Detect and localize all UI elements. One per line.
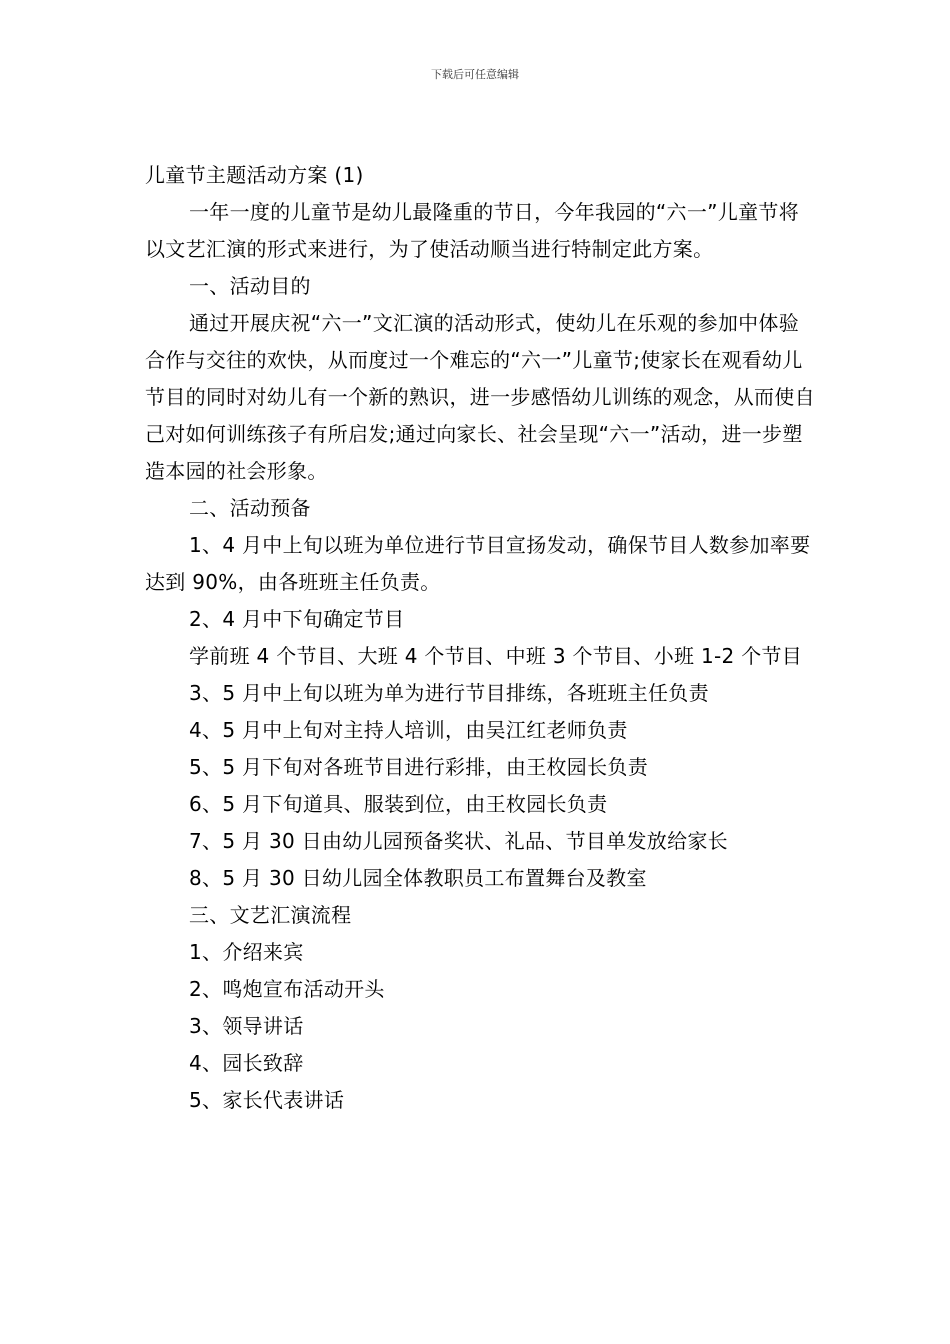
preparation-item: 2、4 月中下旬确定节目 [189, 607, 405, 631]
preparation-item: 8、5 月 30 日幼儿园全体教职员工布置舞台及教室 [189, 866, 647, 890]
preparation-item: 1、4 月中上旬以班为单位进行节目宣扬发动，确保节目人数参加率要达到 90%，由各班班主任负责。 [145, 533, 811, 594]
preparation-item: 6、5 月下旬道具、服装到位，由王枚园长负责 [189, 792, 608, 816]
preparation-item: 4、5 月中上旬对主持人培训，由吴江红老师负责 [189, 718, 628, 742]
section-heading-purpose: 一、活动目的 [189, 274, 311, 298]
preparation-item: 7、5 月 30 日由幼儿园预备奖状、礼品、节目单发放给家长 [189, 829, 728, 853]
document-title: 儿童节主题活动方案 (1) [145, 163, 364, 187]
document-body [145, 157, 817, 1119]
program-flow-item: 2、鸣炮宣布活动开头 [189, 977, 385, 1001]
preparation-item: 3、5 月中上旬以班为单为进行节目排练，各班班主任负责 [189, 681, 709, 705]
section-body-purpose: 通过开展庆祝“六一”文汇演的活动形式，使幼儿在乐观的参加中体验合作与交往的欢快，从而度过一个难忘的“六一”儿童节;使家长在观看幼儿节目的同时对幼儿有一个新的熟识，进一步感悟幼儿训练的观念，从而使自己对如何训练孩子有所启发;通过向家长、社会呈现“六一”活动，进一步塑造本园的社会形象。 [145, 311, 815, 483]
program-flow-item: 4、园长致辞 [189, 1051, 304, 1075]
preparation-item: 5、5 月下旬对各班节目进行彩排，由王枚园长负责 [189, 755, 649, 779]
program-flow-item: 5、家长代表讲话 [189, 1088, 345, 1112]
program-flow-item: 1、介绍来宾 [189, 940, 304, 964]
section-heading-preparation: 二、活动预备 [189, 496, 311, 520]
program-flow-item: 3、领导讲话 [189, 1014, 304, 1038]
preparation-item: 学前班 4 个节目、大班 4 个节目、中班 3 个节目、小班 1-2 个节目 [189, 644, 803, 668]
section-heading-program-flow: 三、文艺汇演流程 [189, 903, 352, 927]
header-note: 下载后可任意编辑 [431, 68, 519, 81]
intro-paragraph: 一年一度的儿童节是幼儿最隆重的节日，今年我园的“六一”儿童节将以文艺汇演的形式来进行，为了使活动顺当进行特制定此方案。 [145, 200, 800, 261]
